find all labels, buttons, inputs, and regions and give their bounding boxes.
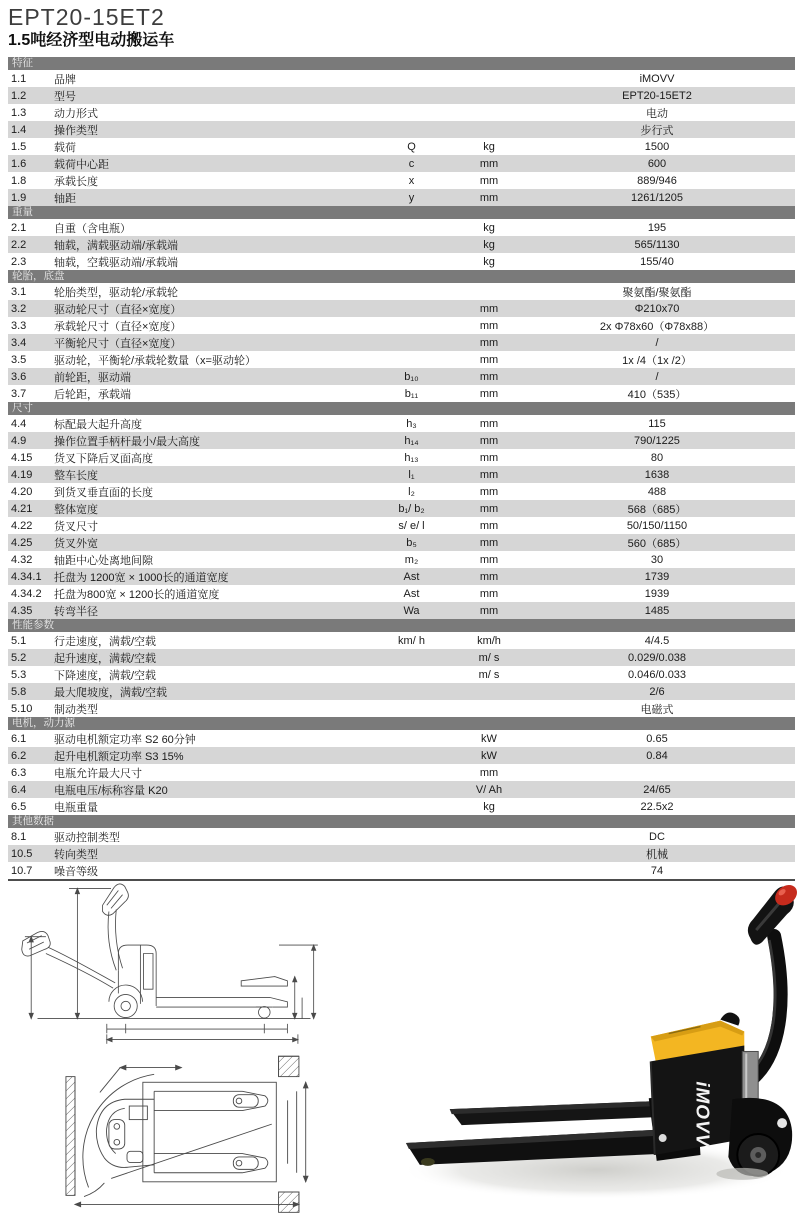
cell-label: 承载长度 <box>54 175 98 188</box>
cell-unit: mm <box>479 302 499 315</box>
spec-row <box>8 351 795 368</box>
spec-row <box>8 747 795 764</box>
cell-label: 载荷中心距 <box>54 158 109 171</box>
cell-label: 行走速度，满载/空载 <box>54 635 157 648</box>
spec-row <box>8 500 795 517</box>
cell-val: 195 <box>647 221 667 234</box>
spec-row <box>8 87 795 104</box>
cell-val: 889/946 <box>637 174 677 187</box>
cell-val: 1739 <box>644 570 670 583</box>
cell-label: 前轮距，驱动端 <box>54 371 131 384</box>
cell-label: 承载轮尺寸（直径×宽度） <box>54 320 182 333</box>
cell-label: 电瓶重量 <box>54 801 98 814</box>
cell-label: 货叉下降后叉面高度 <box>54 452 153 465</box>
cell-no: 4.32 <box>11 553 33 566</box>
cell-no: 6.4 <box>11 783 27 796</box>
cell-no: 2.1 <box>11 221 27 234</box>
cell-no: 4.34.2 <box>11 587 42 600</box>
cell-label: 标配最大起升高度 <box>54 418 142 431</box>
cell-label: 整车长度 <box>54 469 98 482</box>
cell-no: 5.2 <box>11 651 27 664</box>
cell-label: 动力形式 <box>54 107 98 120</box>
cell-unit: kW <box>481 749 497 762</box>
cell-sym: b₁₀ <box>404 370 419 383</box>
cell-no: 1.6 <box>11 157 27 170</box>
section-header-6: 电机，动力源 <box>8 717 795 730</box>
cell-no: 5.10 <box>11 702 33 715</box>
cell-label: 货叉外宽 <box>54 537 98 550</box>
cell-val: 2/6 <box>649 685 665 698</box>
cell-val: / <box>655 336 659 349</box>
cell-label: 轴载，满载驱动端/承载端 <box>54 239 179 252</box>
cell-label: 整体宽度 <box>54 503 98 516</box>
cell-sym: Ast <box>403 570 420 583</box>
cell-no: 3.1 <box>11 285 27 298</box>
cell-label: 轴距中心处离地间隙 <box>54 554 153 567</box>
spec-row <box>8 385 795 402</box>
cell-unit: mm <box>479 519 499 532</box>
spec-row <box>8 219 795 236</box>
spec-row <box>8 449 795 466</box>
cell-label: 转弯半径 <box>54 605 98 618</box>
side-view-drawing <box>4 880 344 1048</box>
cell-val: 0.65 <box>646 732 668 745</box>
cell-sym: y <box>408 191 415 204</box>
cell-no: 1.8 <box>11 174 27 187</box>
cell-sym: m₂ <box>404 553 419 566</box>
cell-val: Φ210x70 <box>634 302 680 315</box>
cell-label: 驱动电机额定功率 S2 60分钟 <box>54 733 196 746</box>
cell-unit: mm <box>479 191 499 204</box>
cell-label: 操作类型 <box>54 124 98 137</box>
spec-row <box>8 432 795 449</box>
cell-label: 起升速度，满载/空载 <box>54 652 157 665</box>
top-view-drawing <box>26 1054 366 1215</box>
cell-label: 噪音等级 <box>54 865 98 878</box>
cell-val: 机械 <box>646 848 668 861</box>
cell-sym: b₁/ b₂ <box>398 502 425 515</box>
cell-sym: h₃ <box>406 417 417 430</box>
cell-label: 载荷 <box>54 141 76 154</box>
cell-unit: mm <box>479 336 499 349</box>
cell-no: 1.4 <box>11 123 27 136</box>
spec-row <box>8 666 795 683</box>
page-header <box>8 4 174 50</box>
cell-no: 1.3 <box>11 106 27 119</box>
section-header-3: 轮胎，底盘 <box>8 270 795 283</box>
cell-no: 3.7 <box>11 387 27 400</box>
spec-row <box>8 138 795 155</box>
cell-unit: mm <box>479 536 499 549</box>
cell-sym: b₁₁ <box>404 387 419 400</box>
cell-no: 5.3 <box>11 668 27 681</box>
cell-sym: Ast <box>403 587 420 600</box>
cell-unit: kg <box>483 140 495 153</box>
cell-sym: Q <box>407 140 416 153</box>
cell-unit: mm <box>479 604 499 617</box>
cell-val: 2x Φ78x60（Φ78x88） <box>599 320 715 333</box>
cell-unit: kg <box>483 800 495 813</box>
spec-row <box>8 121 795 138</box>
cell-val: 4/4.5 <box>644 634 670 647</box>
section-header-1: 特征 <box>8 57 795 70</box>
spec-row <box>8 568 795 585</box>
spec-row <box>8 517 795 534</box>
spec-row <box>8 764 795 781</box>
cell-val: 1x /4（1x /2） <box>622 354 692 367</box>
cell-no: 6.5 <box>11 800 27 813</box>
cell-unit: mm <box>479 468 499 481</box>
spec-row <box>8 104 795 121</box>
cell-val: 115 <box>648 417 666 430</box>
cell-sym: b₅ <box>406 536 417 549</box>
cell-sym: km/ h <box>398 634 425 647</box>
section-header-7: 其他数据 <box>8 815 795 828</box>
cell-sym: Wa <box>403 604 420 617</box>
cell-val: iMOVV <box>639 72 675 85</box>
cell-no: 2.2 <box>11 238 27 251</box>
cell-val: 1500 <box>644 140 670 153</box>
cell-val: 600 <box>647 157 667 170</box>
cell-label: 后轮距，承载端 <box>54 388 131 401</box>
cell-unit: mm <box>479 387 499 400</box>
cell-unit: kg <box>483 255 495 268</box>
spec-row <box>8 283 795 300</box>
cell-val: 80 <box>650 451 664 464</box>
cell-label: 电瓶电压/标称容量 K20 <box>54 784 168 797</box>
cell-val: 155/40 <box>640 255 674 268</box>
cell-unit: mm <box>479 553 499 566</box>
cell-val: 410（535） <box>627 388 687 401</box>
cell-label: 品牌 <box>54 73 76 86</box>
spec-row <box>8 683 795 700</box>
cell-unit: V/ Ah <box>475 783 503 796</box>
spec-row <box>8 602 795 619</box>
cell-no: 10.5 <box>11 847 33 860</box>
spec-row <box>8 189 795 206</box>
cell-unit: m/ s <box>478 651 500 664</box>
spec-row <box>8 649 795 666</box>
cell-no: 4.25 <box>11 536 33 549</box>
cell-sym: l₁ <box>408 468 415 481</box>
cell-sym: s/ e/ l <box>398 519 425 532</box>
cell-val: 24/65 <box>643 783 671 796</box>
cell-label: 轮胎类型，驱动轮/承载轮 <box>54 286 179 299</box>
cell-unit: kg <box>483 221 495 234</box>
cell-no: 3.6 <box>11 370 27 383</box>
body-logo-text: iMOVV <box>691 1081 713 1148</box>
cell-unit: km/h <box>477 634 501 647</box>
page-title: EPT20-15ET2 <box>8 4 165 30</box>
cell-label: 驱动轮尺寸（直径×宽度） <box>54 303 182 316</box>
cell-unit: mm <box>479 502 499 515</box>
section-header-2: 重量 <box>8 206 795 219</box>
cell-label: 电瓶允许最大尺寸 <box>54 767 142 780</box>
cell-unit: mm <box>479 370 499 383</box>
spec-row <box>8 798 795 815</box>
spec-row <box>8 551 795 568</box>
cell-unit: mm <box>479 570 499 583</box>
cell-no: 4.19 <box>11 468 33 481</box>
cell-unit: mm <box>479 451 499 464</box>
cell-no: 3.2 <box>11 302 27 315</box>
product-photo <box>392 872 800 1215</box>
spec-row <box>8 317 795 334</box>
cell-val: 0.029/0.038 <box>627 651 687 664</box>
cell-sym: l₂ <box>408 485 415 498</box>
cell-val: 电磁式 <box>640 703 674 716</box>
cell-no: 4.22 <box>11 519 33 532</box>
cell-no: 2.3 <box>11 255 27 268</box>
cell-label: 转向类型 <box>54 848 98 861</box>
cell-label: 到货叉垂直面的长度 <box>54 486 153 499</box>
cell-val: 560（685） <box>627 537 687 550</box>
cell-val: 565/1130 <box>634 238 680 251</box>
cell-label: 平衡轮尺寸（直径×宽度） <box>54 337 182 350</box>
spec-row <box>8 368 795 385</box>
cell-sym: x <box>408 174 415 187</box>
cell-val: 488 <box>647 485 667 498</box>
cell-val: 聚氨酯/聚氨酯 <box>622 286 692 299</box>
cell-no: 8.1 <box>11 830 27 843</box>
spec-row <box>8 70 795 87</box>
spec-row <box>8 300 795 317</box>
cell-sym: h₁₄ <box>404 434 419 447</box>
cell-no: 4.20 <box>11 485 33 498</box>
cell-val: 1485 <box>644 604 670 617</box>
spec-row <box>8 585 795 602</box>
cell-unit: kW <box>481 732 497 745</box>
cell-label: 轴距 <box>54 192 76 205</box>
cell-no: 3.3 <box>11 319 27 332</box>
cell-val: 电动 <box>646 107 668 120</box>
cell-val: EPT20-15ET2 <box>622 89 692 102</box>
cell-val: 50/150/1150 <box>626 519 688 532</box>
cell-no: 3.5 <box>11 353 27 366</box>
cell-label: 托盘为 1200宽 × 1000长的通道宽度 <box>54 571 229 584</box>
section-header-5: 性能参数 <box>8 619 795 632</box>
cell-label: 最大爬坡度，满载/空载 <box>54 686 168 699</box>
spec-row <box>8 155 795 172</box>
cell-val: 0.046/0.033 <box>627 668 687 681</box>
section-header-4: 尺寸 <box>8 402 795 415</box>
cell-label: 制动类型 <box>54 703 98 716</box>
spec-row <box>8 534 795 551</box>
cell-no: 4.21 <box>11 502 33 515</box>
technical-drawings <box>4 880 344 1215</box>
cell-no: 4.35 <box>11 604 33 617</box>
cell-unit: mm <box>479 157 499 170</box>
cell-no: 4.4 <box>11 417 27 430</box>
page-subtitle: 1.5吨经济型电动搬运车 <box>8 32 175 49</box>
cell-unit: mm <box>479 485 499 498</box>
cell-unit: mm <box>479 766 499 779</box>
cell-sym: h₁₃ <box>404 451 419 464</box>
cell-val: 步行式 <box>640 124 674 137</box>
cell-no: 1.1 <box>11 72 27 85</box>
spec-row <box>8 730 795 747</box>
cell-no: 6.3 <box>11 766 27 779</box>
spec-row <box>8 253 795 270</box>
cell-unit: mm <box>479 587 499 600</box>
cell-unit: mm <box>479 319 499 332</box>
cell-val: 22.5x2 <box>640 800 674 813</box>
cell-no: 3.4 <box>11 336 27 349</box>
spec-row <box>8 828 795 845</box>
cell-label: 驱动轮，平衡轮/承载轮数量（x=驱动轮） <box>54 354 256 367</box>
cell-no: 4.9 <box>11 434 27 447</box>
cell-val: 1939 <box>644 587 670 600</box>
cell-val: 0.84 <box>646 749 668 762</box>
cell-no: 4.34.1 <box>11 570 42 583</box>
cell-label: 托盘为800宽 × 1200长的通道宽度 <box>54 588 220 601</box>
cell-label: 轴载，空载驱动端/承载端 <box>54 256 179 269</box>
cell-no: 4.15 <box>11 451 33 464</box>
spec-row <box>8 236 795 253</box>
cell-label: 货叉尺寸 <box>54 520 98 533</box>
cell-no: 5.8 <box>11 685 27 698</box>
spec-row <box>8 334 795 351</box>
spec-row <box>8 781 795 798</box>
cell-no: 5.1 <box>11 634 27 647</box>
spec-row <box>8 415 795 432</box>
cell-label: 型号 <box>54 90 76 103</box>
cell-val: 74 <box>650 864 664 877</box>
cell-val: 1261/1205 <box>631 191 683 204</box>
cell-no: 6.2 <box>11 749 27 762</box>
cell-no: 6.1 <box>11 732 27 745</box>
cell-unit: mm <box>479 353 499 366</box>
cell-val: 1638 <box>644 468 670 481</box>
cell-val: DC <box>649 830 665 843</box>
cell-sym: c <box>408 157 415 170</box>
cell-label: 自重（含电瓶） <box>54 222 131 235</box>
cell-label: 操作位置手柄杆最小/最大高度 <box>54 435 201 448</box>
cell-no: 1.2 <box>11 89 27 102</box>
cell-unit: mm <box>479 434 499 447</box>
cell-val: 30 <box>650 553 664 566</box>
cell-val: 790/1225 <box>634 434 680 447</box>
spec-row <box>8 700 795 717</box>
cell-label: 下降速度，满载/空载 <box>54 669 157 682</box>
spec-table <box>8 57 795 881</box>
cell-no: 1.5 <box>11 140 27 153</box>
cell-no: 1.9 <box>11 191 27 204</box>
cell-label: 起升电机额定功率 S3 15% <box>54 750 184 763</box>
spec-row <box>8 483 795 500</box>
spec-row <box>8 466 795 483</box>
spec-row <box>8 632 795 649</box>
cell-unit: mm <box>479 417 499 430</box>
cell-unit: kg <box>483 238 495 251</box>
cell-val: 568（685） <box>627 503 687 516</box>
cell-no: 10.7 <box>11 864 33 877</box>
cell-unit: m/ s <box>478 668 500 681</box>
cell-val: / <box>655 370 659 383</box>
cell-label: 驱动控制类型 <box>54 831 120 844</box>
spec-row <box>8 845 795 862</box>
spec-row <box>8 172 795 189</box>
cell-unit: mm <box>479 174 499 187</box>
